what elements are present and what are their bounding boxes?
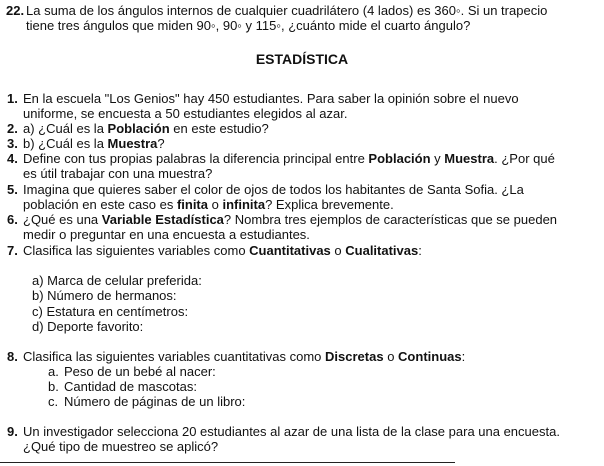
text-segment: Define con tus propias palabras la diferencia principal entre [23,151,369,166]
bold-term: finita [176,197,208,212]
text-segment: ¿Qué tipo de muestreo se aplicó? [23,439,219,454]
text-segment: b) ¿Cuál es la [23,136,108,151]
text-segment: o [383,349,399,364]
text-segment: . ¿Por qué [494,151,555,166]
text-segment: uniforme, se encuesta a 50 estudiantes elegidos al azar. [23,106,348,121]
question-number: 4. [7,151,18,166]
q8-item-label: c. [48,394,59,409]
question-number: 2. [7,121,18,136]
text-segment: o [330,243,346,258]
bold-term: Población [107,121,170,136]
text-segment: : [418,243,422,258]
text-segment: Un investigador selecciona 20 estudiantes al azar de una lista de la clase para una encuesta. [23,424,560,439]
question-number: 6. [7,212,18,227]
q8-item-label: b. [48,379,59,394]
text-segment: en este estudio? [169,121,269,136]
text-segment: La suma de los ángulos internos de cualquier cuadrilátero (4 lados) es 360◦. Si un trapecio [26,3,548,18]
text-segment: tiene tres ángulos que miden 90◦, 90◦ y 115◦, ¿cuánto mide el cuarto ángulo? [26,18,471,33]
q8-item-label: a. [48,364,59,379]
question-text-line [23,212,557,227]
question-text-line [26,18,470,33]
q7-item: b) Número de hermanos: [32,288,177,303]
bold-term: Discretas [325,349,384,364]
question-text-line [23,227,310,242]
bold-term: Continuas [398,349,462,364]
text-segment: medir o preguntar en una encuesta a estudiantes. [23,227,310,242]
question-text-line [23,243,422,258]
text-segment: población en este caso es [23,197,177,212]
text-segment: Imagina que quieres saber el color de ojos de todos los habitantes de Santa Sofia. ¿La [23,182,524,197]
text-segment: En la escuela "Los Genios" hay 450 estudiantes. Para saber la opinión sobre el nuevo [23,91,519,106]
text-segment: es útil trabajar con una muestra? [23,166,213,181]
text-segment: a) ¿Cuál es la [23,121,108,136]
q7-item: d) Deporte favorito: [32,319,144,334]
bold-term: Cuantitativas [249,243,331,258]
text-segment: o [208,197,223,212]
question-text-line [26,3,547,18]
question-text-line [23,151,555,166]
text-segment: : [461,349,466,364]
question-text-line [23,424,560,439]
question-text-line [23,91,519,106]
question-text-line [23,439,218,454]
question-number: 22. [6,3,25,18]
question-number: 5. [7,182,18,197]
q8-item-text: Peso de un bebé al nacer: [64,364,216,379]
bold-term: infinita [222,197,266,212]
bold-term: Cualitativas [345,243,419,258]
text-segment: ? Nombra tres ejemplos de características que se pueden [223,212,558,227]
text-segment: ? [157,136,165,151]
text-segment: Clasifica las siguientes variables como [23,243,250,258]
section-title: ESTADÍSTICA [255,51,349,67]
text-segment: ¿Qué es una [23,212,102,227]
bottom-rule [0,462,455,463]
question-text-line [23,182,524,197]
text-segment: ? Explica brevemente. [265,197,394,212]
question-text-line [23,166,212,181]
question-text-line [23,121,269,136]
bold-term: Muestra [107,136,158,151]
question-text-line [23,106,348,121]
bold-term: Muestra [444,151,495,166]
q7-item: c) Estatura en centímetros: [32,304,189,319]
question-number: 3. [7,136,18,151]
question-number: 7. [7,243,18,258]
question-text-line [23,349,465,364]
bold-term: Población [368,151,431,166]
question-number: 8. [7,349,18,364]
question-number: 1. [7,91,18,106]
q8-item-text: Número de páginas de un libro: [64,394,246,409]
text-segment: y [430,151,445,166]
q8-item-text: Cantidad de mascotas: [64,379,197,394]
text-segment: Clasifica las siguientes variables cuantitativas como [23,349,326,364]
question-text-line [23,197,394,212]
q7-item: a) Marca de celular preferida: [32,273,202,288]
bold-term: Variable Estadística [101,212,224,227]
question-number: 9. [7,424,18,439]
question-text-line [23,136,165,151]
